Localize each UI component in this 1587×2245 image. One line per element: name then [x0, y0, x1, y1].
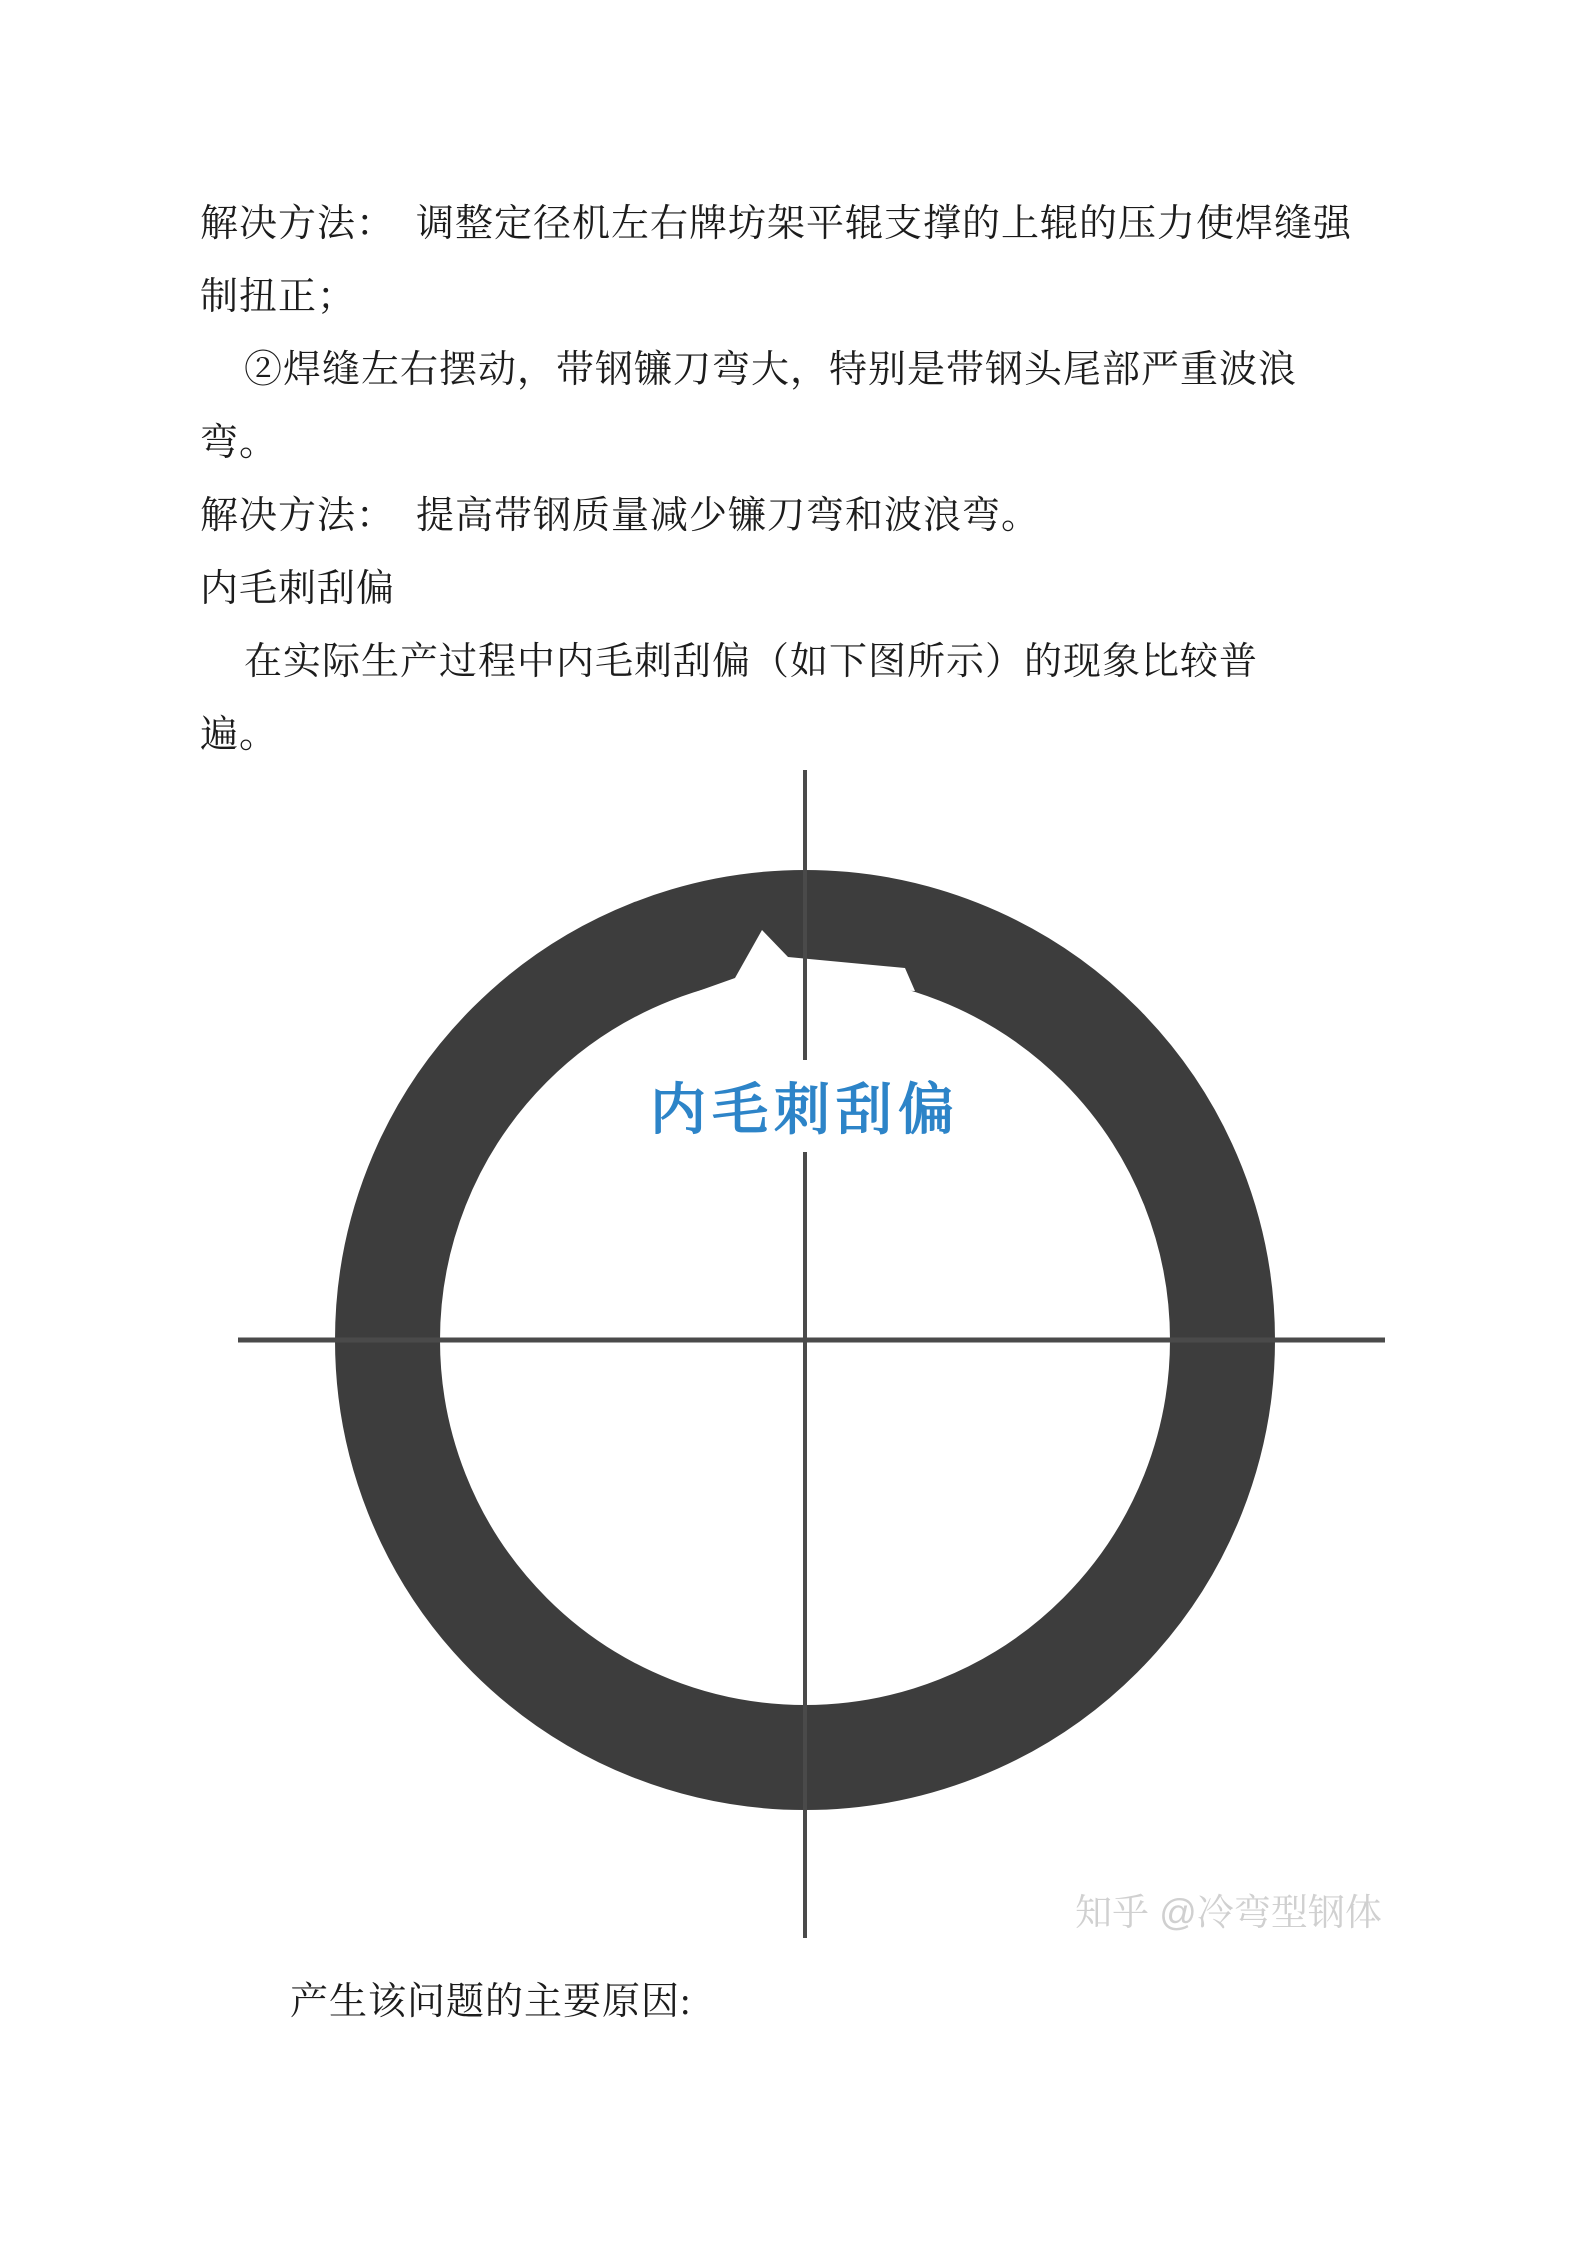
paragraph-line: 解决方法： 调整定径机左右牌坊架平辊支撑的上辊的压力使焊缝强 — [200, 203, 1353, 245]
paragraph-line: 制扭正； — [200, 276, 357, 318]
paragraph-line: 内毛刺刮偏 — [200, 568, 396, 610]
pipe-cross-section-figure — [150, 760, 1440, 1950]
body-text — [200, 188, 1460, 772]
paragraph-line: 弯。 — [200, 422, 279, 464]
figure-label: 内毛刺刮偏 — [634, 1060, 976, 1152]
paragraph-line: 解决方法： 提高带钢质量减少镰刀弯和波浪弯。 — [200, 495, 1041, 537]
paragraph-line: 在实际生产过程中内毛刺刮偏（如下图所示）的现象比较普 — [244, 641, 1259, 683]
paragraph-line: 遍。 — [200, 714, 279, 756]
pipe-diagram — [150, 760, 1440, 1950]
paragraph-line: ②焊缝左右摆动，带钢镰刀弯大，特别是带钢头尾部严重波浪 — [244, 349, 1298, 391]
watermark: 知乎 @冷弯型钢体 — [1075, 1892, 1382, 1933]
closing-line: 产生该问题的主要原因: — [290, 1981, 692, 2023]
